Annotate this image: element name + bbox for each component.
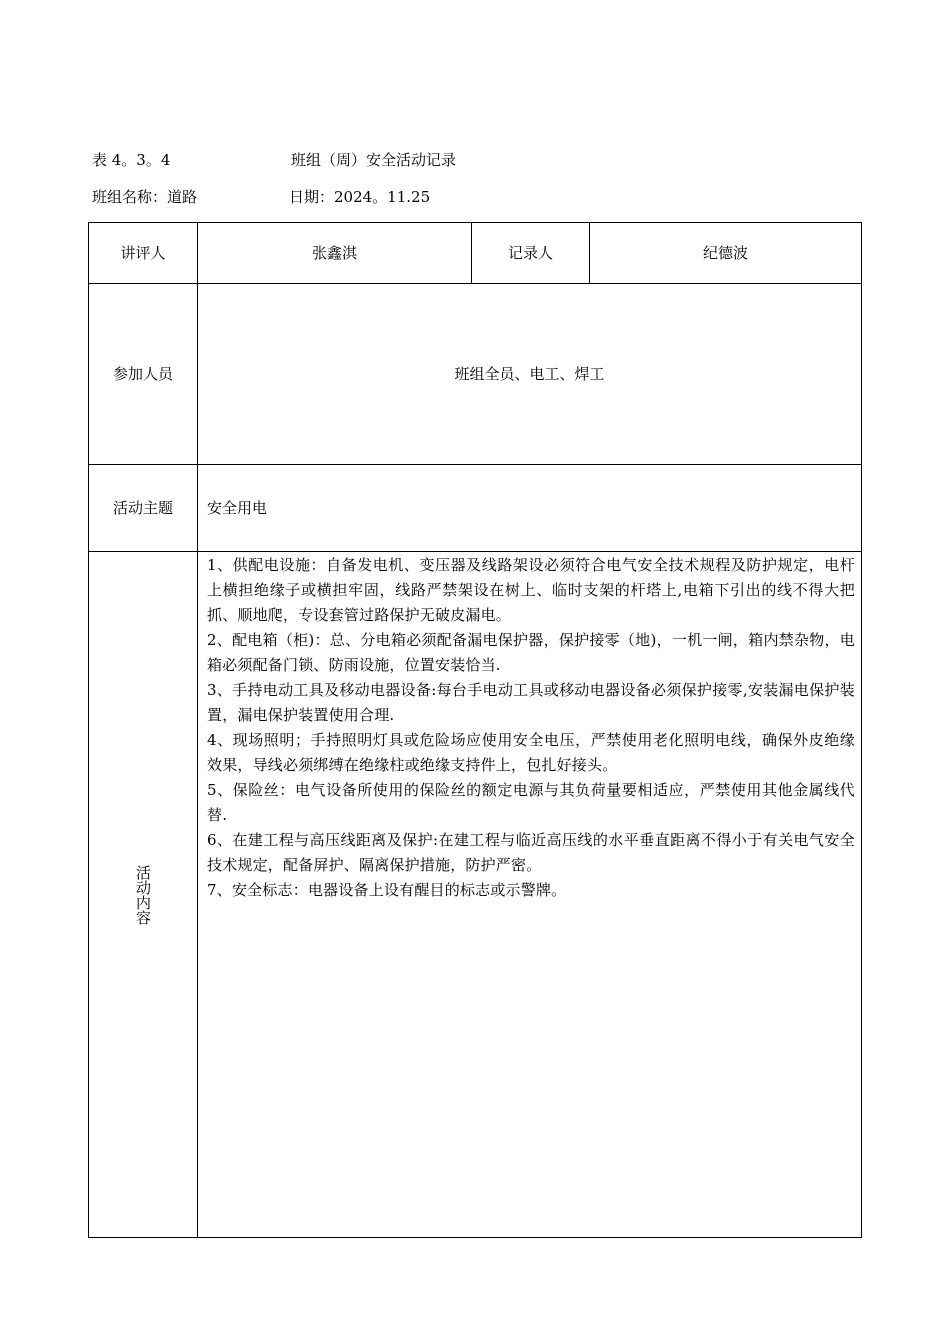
document-title: 班组（周）安全活动记录 — [291, 151, 457, 169]
content-item-1: 1、供配电设施：自备发电机、变压器及线路架设必须符合电气安全技术规程及防护规定，电杆上横担绝缘子或横担牢固，线路严禁架设在树上、临时支架的杆塔上,电箱下引出的线不得大把抓、顺地爬，专设套管过路保护无破皮漏电。 — [207, 556, 855, 624]
topic-value: 安全用电 — [197, 464, 861, 551]
activity-record-table — [88, 222, 862, 1238]
content-item-7: 7、安全标志：电器设备上设有醒目的标志或示警牌。 — [207, 881, 567, 899]
record-date: 日期：2024。11.25 — [289, 188, 431, 206]
content-item-6: 6、在建工程与高压线距离及保护:在建工程与临近高压线的水平垂直距离不得小于有关电气安全技术规定，配备屏护、隔离保护措施，防护严密。 — [207, 831, 855, 874]
content-item-4: 4、现场照明；手持照明灯具或危险场应使用安全电压，严禁使用老化照明电线，确保外皮绝缘效果，导线必须绑缚在绝缘柱或绝缘支持件上，包扎好接头。 — [207, 731, 855, 774]
content-item-5: 5、保险丝：电气设备所使用的保险丝的额定电源与其负荷量要相适应，严禁使用其他金属线代替. — [207, 781, 855, 824]
recorder-value: 纪德波 — [589, 223, 861, 283]
reviewer-label: 讲评人 — [120, 244, 166, 262]
participants-value: 班组全员、电工、焊工 — [197, 283, 861, 464]
table-number: 表 4。3。4 — [92, 151, 171, 169]
content-item-2: 2、配电箱（柜)：总、分电箱必须配备漏电保护器，保护接零（地)，一机一闸，箱内禁杂物，电箱必须配备门锁、防雨设施，位置安装恰当. — [207, 631, 855, 674]
reviewer-value: 张鑫淇 — [197, 223, 471, 283]
content-cell — [197, 551, 861, 1237]
content-label-cell — [89, 551, 197, 1237]
team-name: 班组名称：道路 — [92, 188, 198, 206]
recorder-label: 记录人 — [471, 223, 589, 283]
content-item-3: 3、手持电动工具及移动电器设备:每台手电动工具或移动电器设备必须保护接零,安装漏电保护装置，漏电保护装置使用合理. — [207, 681, 855, 724]
content-label: 活动内容 — [134, 864, 152, 925]
content-list — [198, 552, 861, 903]
participants-label: 参加人员 — [89, 283, 197, 464]
topic-label: 活动主题 — [89, 464, 197, 551]
